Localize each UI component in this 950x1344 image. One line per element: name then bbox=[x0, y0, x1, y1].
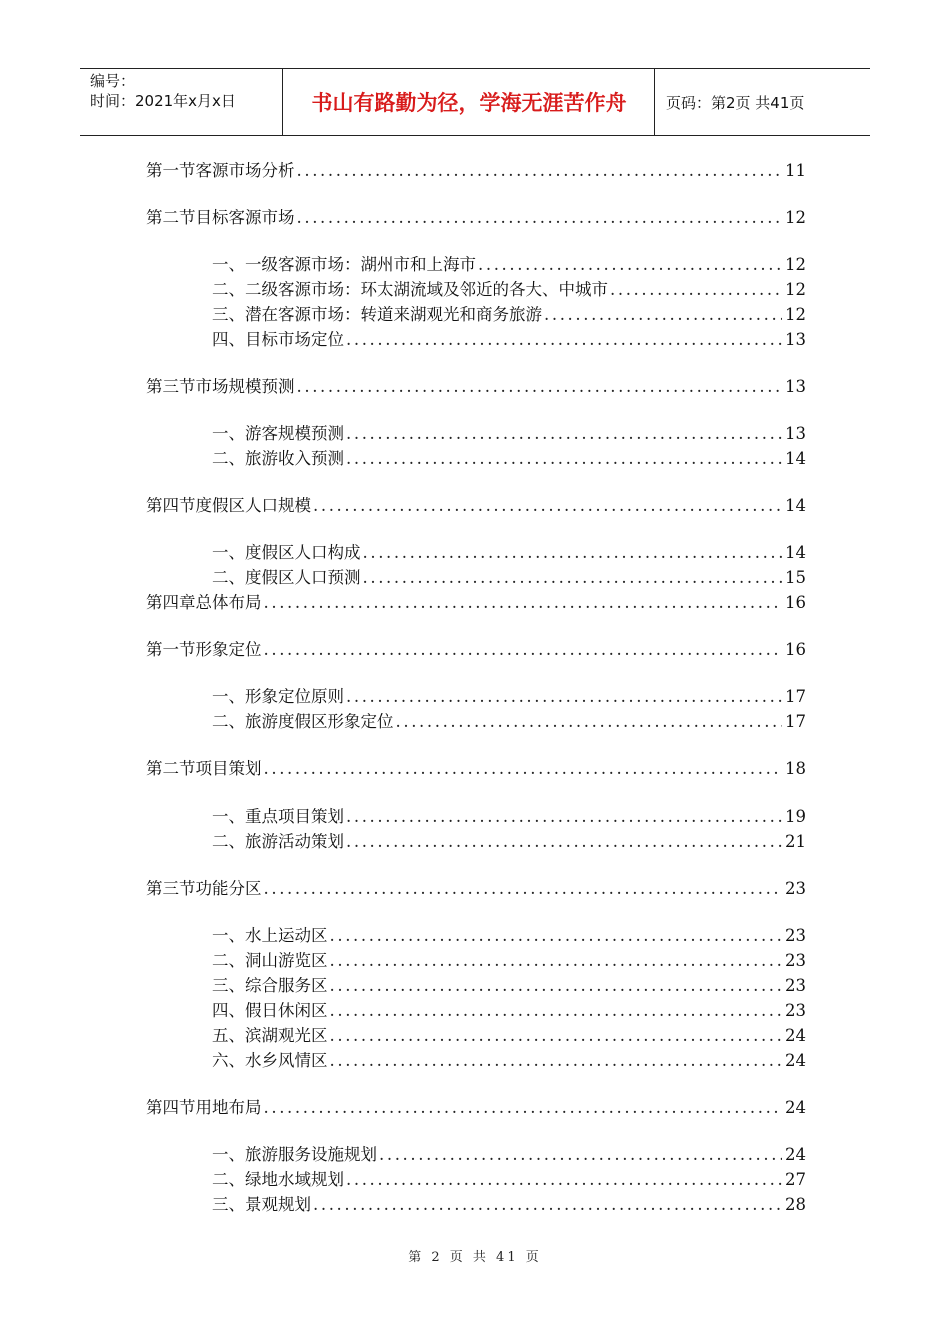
header-motto: 书山有路勤为径，学海无涯苦作舟 bbox=[311, 91, 627, 115]
toc-leader-dots bbox=[264, 757, 783, 781]
toc-entry-number: 三、 bbox=[212, 1195, 245, 1214]
toc-entry-page: 24 bbox=[785, 1051, 806, 1070]
toc-entry[interactable] bbox=[212, 328, 806, 352]
toc-entry-page: 23 bbox=[785, 879, 806, 898]
toc-entry[interactable] bbox=[212, 805, 806, 829]
toc-entry-number: 第二节 bbox=[146, 759, 196, 778]
toc-entry-title: 功能分区 bbox=[195, 879, 262, 898]
toc-entry-page: 12 bbox=[785, 208, 806, 227]
toc-entry[interactable] bbox=[146, 877, 806, 901]
toc-entry-number: 二、 bbox=[212, 280, 245, 299]
toc-entry-number: 第一节 bbox=[146, 640, 196, 659]
header-time: 时间：2021年x月x日 bbox=[90, 92, 236, 110]
toc-entry-title: 绿地水域规划 bbox=[245, 1170, 344, 1189]
toc-leader-dots bbox=[330, 1024, 783, 1048]
toc-entry-title: 形象定位 bbox=[195, 640, 262, 659]
toc-leader-dots bbox=[346, 422, 782, 446]
toc-leader-dots bbox=[330, 999, 783, 1023]
toc-entry-number: 一、 bbox=[212, 926, 245, 945]
toc-entry-title: 度假区人口预测 bbox=[245, 568, 361, 587]
toc-entry-page: 19 bbox=[785, 807, 806, 826]
toc-entry-number: 第三节 bbox=[146, 377, 196, 396]
header-page-number: 页码：第2页 共41页 bbox=[666, 93, 805, 112]
toc-entry[interactable] bbox=[212, 685, 806, 709]
toc-entry[interactable] bbox=[212, 447, 806, 471]
toc-entry-number: 第三节 bbox=[146, 879, 196, 898]
toc-entry-number: 第一节 bbox=[146, 161, 196, 180]
header-meta bbox=[90, 71, 282, 111]
toc-entry-title: 客源市场分析 bbox=[195, 161, 295, 180]
toc-entry-number: 三、 bbox=[212, 976, 245, 995]
toc-leader-dots bbox=[478, 253, 782, 277]
toc-entry[interactable] bbox=[146, 375, 806, 399]
toc-entry[interactable] bbox=[146, 638, 806, 662]
toc-entry-page: 14 bbox=[785, 449, 806, 468]
toc-entry-title: 目标客源市场 bbox=[195, 208, 295, 227]
toc-entry[interactable] bbox=[212, 830, 806, 854]
toc-entry[interactable] bbox=[212, 541, 806, 565]
toc-entry[interactable] bbox=[212, 949, 806, 973]
page-footer: 第 2 页 共 41 页 bbox=[408, 1250, 542, 1265]
toc-entry-number: 二、 bbox=[212, 449, 245, 468]
toc-entry[interactable] bbox=[212, 924, 806, 948]
toc-leader-dots bbox=[330, 949, 783, 973]
toc-entry[interactable] bbox=[146, 757, 806, 781]
toc-entry[interactable] bbox=[212, 999, 806, 1023]
toc-leader-dots bbox=[264, 877, 783, 901]
toc-entry[interactable] bbox=[146, 206, 806, 230]
toc-entry-number: 一、 bbox=[212, 1145, 245, 1164]
toc-leader-dots bbox=[346, 1168, 782, 1192]
toc-entry-number: 第二节 bbox=[146, 208, 196, 227]
toc-entry-title: 景观规划 bbox=[245, 1195, 311, 1214]
toc-leader-dots bbox=[297, 375, 783, 399]
toc-entry-title: 滨湖观光区 bbox=[245, 1026, 328, 1045]
toc-entry-title: 目标市场定位 bbox=[245, 330, 344, 349]
toc-leader-dots bbox=[544, 303, 782, 327]
toc-entry[interactable] bbox=[212, 278, 806, 302]
toc-entry-page: 24 bbox=[785, 1098, 806, 1117]
toc-entry-title: 旅游收入预测 bbox=[245, 449, 344, 468]
toc-entry-number: 一、 bbox=[212, 543, 245, 562]
toc-entry-page: 23 bbox=[785, 976, 806, 995]
toc-entry-number: 六、 bbox=[212, 1051, 245, 1070]
page-header bbox=[80, 68, 870, 136]
toc-entry[interactable] bbox=[212, 974, 806, 998]
header-divider bbox=[654, 69, 655, 135]
toc-entry[interactable] bbox=[212, 1024, 806, 1048]
toc-entry-page: 24 bbox=[785, 1026, 806, 1045]
toc-entry-title: 度假区人口构成 bbox=[245, 543, 361, 562]
toc-leader-dots bbox=[313, 494, 782, 518]
toc-entry-title: 洞山游览区 bbox=[245, 951, 328, 970]
toc-entry-number: 第四节 bbox=[146, 496, 196, 515]
toc-entry-number: 二、 bbox=[212, 1170, 245, 1189]
toc-entry-page: 14 bbox=[785, 543, 806, 562]
toc-entry-title: 综合服务区 bbox=[245, 976, 328, 995]
header-number: 编号： bbox=[90, 72, 136, 90]
toc-entry-page: 11 bbox=[785, 161, 806, 180]
toc-entry-page: 13 bbox=[785, 330, 806, 349]
toc-leader-dots bbox=[330, 924, 783, 948]
toc-entry-number: 一、 bbox=[212, 807, 245, 826]
toc-entry[interactable] bbox=[146, 591, 806, 615]
toc-entry-page: 18 bbox=[785, 759, 806, 778]
toc-entry-title: 旅游度假区形象定位 bbox=[245, 712, 394, 731]
toc-leader-dots bbox=[297, 159, 783, 183]
toc-entry[interactable] bbox=[212, 1049, 806, 1073]
toc-leader-dots bbox=[264, 1096, 783, 1120]
toc-leader-dots bbox=[264, 591, 783, 615]
toc-leader-dots bbox=[346, 447, 782, 471]
toc-entry[interactable] bbox=[212, 710, 806, 734]
toc-leader-dots bbox=[297, 206, 783, 230]
toc-entry[interactable] bbox=[146, 494, 806, 518]
toc-entry[interactable] bbox=[212, 566, 806, 590]
toc-entry-number: 二、 bbox=[212, 712, 245, 731]
toc-entry-title: 潜在客源市场：转道来湖观光和商务旅游 bbox=[245, 305, 542, 324]
toc-entry-number: 二、 bbox=[212, 568, 245, 587]
toc-leader-dots bbox=[346, 830, 782, 854]
toc-entry-page: 13 bbox=[785, 424, 806, 443]
toc-entry-title: 度假区人口规模 bbox=[195, 496, 311, 515]
toc-leader-dots bbox=[396, 710, 783, 734]
toc-entry-number: 二、 bbox=[212, 951, 245, 970]
toc-leader-dots bbox=[313, 1193, 782, 1217]
toc-entry-number: 第四节 bbox=[146, 1098, 196, 1117]
toc-entry[interactable] bbox=[212, 303, 806, 327]
toc-entry-number: 一、 bbox=[212, 255, 245, 274]
toc-leader-dots bbox=[379, 1143, 782, 1167]
toc-entry-page: 28 bbox=[785, 1195, 806, 1214]
toc-leader-dots bbox=[330, 1049, 783, 1073]
toc-entry-number: 三、 bbox=[212, 305, 245, 324]
toc-entry-title: 旅游服务设施规划 bbox=[245, 1145, 377, 1164]
toc-entry[interactable] bbox=[212, 422, 806, 446]
toc-entry-title: 旅游活动策划 bbox=[245, 832, 344, 851]
toc-leader-dots bbox=[610, 278, 782, 302]
toc-entry-page: 12 bbox=[785, 280, 806, 299]
toc-leader-dots bbox=[346, 805, 782, 829]
toc-entry[interactable] bbox=[146, 159, 806, 183]
toc-entry[interactable] bbox=[212, 253, 806, 277]
toc-entry[interactable] bbox=[146, 1096, 806, 1120]
toc-entry-number: 四、 bbox=[212, 1001, 245, 1020]
toc-entry-title: 游客规模预测 bbox=[245, 424, 344, 443]
toc-entry-number: 一、 bbox=[212, 424, 245, 443]
toc-entry-title: 重点项目策划 bbox=[245, 807, 344, 826]
toc-entry-number: 四、 bbox=[212, 330, 245, 349]
toc-entry-title: 用地布局 bbox=[195, 1098, 262, 1117]
toc-entry-title: 一级客源市场：湖州市和上海市 bbox=[245, 255, 476, 274]
toc-entry-page: 17 bbox=[785, 687, 806, 706]
toc-entry-title: 市场规模预测 bbox=[195, 377, 295, 396]
toc-leader-dots bbox=[363, 541, 783, 565]
toc-entry-title: 第四章总体布局 bbox=[146, 593, 262, 612]
toc-leader-dots bbox=[264, 638, 783, 662]
toc-entry-title: 假日休闲区 bbox=[245, 1001, 328, 1020]
toc-leader-dots bbox=[346, 685, 782, 709]
toc-entry-title: 二级客源市场：环太湖流域及邻近的各大、中城市 bbox=[245, 280, 608, 299]
toc-entry-title: 项目策划 bbox=[195, 759, 262, 778]
header-divider bbox=[282, 69, 283, 135]
toc-entry-page: 16 bbox=[785, 640, 806, 659]
toc-entry-page: 27 bbox=[785, 1170, 806, 1189]
toc-leader-dots bbox=[330, 974, 783, 998]
toc-entry-page: 12 bbox=[785, 305, 806, 324]
toc-entry-page: 12 bbox=[785, 255, 806, 274]
toc-entry-title: 水上运动区 bbox=[245, 926, 328, 945]
toc-entry-page: 24 bbox=[785, 1145, 806, 1164]
toc-entry[interactable] bbox=[212, 1193, 806, 1217]
toc-entry-number: 五、 bbox=[212, 1026, 245, 1045]
toc-entry-number: 二、 bbox=[212, 832, 245, 851]
toc-entry-page: 21 bbox=[785, 832, 806, 851]
toc-entry-page: 15 bbox=[785, 568, 806, 587]
toc-leader-dots bbox=[346, 328, 782, 352]
toc-entry-page: 23 bbox=[785, 926, 806, 945]
toc-entry-title: 形象定位原则 bbox=[245, 687, 344, 706]
toc-leader-dots bbox=[363, 566, 783, 590]
toc-entry[interactable] bbox=[212, 1168, 806, 1192]
toc-entry-page: 17 bbox=[785, 712, 806, 731]
toc-entry[interactable] bbox=[212, 1143, 806, 1167]
toc-entry-page: 23 bbox=[785, 1001, 806, 1020]
toc-entry-page: 14 bbox=[785, 496, 806, 515]
toc-entry-page: 13 bbox=[785, 377, 806, 396]
toc-entry-number: 一、 bbox=[212, 687, 245, 706]
toc-entry-page: 16 bbox=[785, 593, 806, 612]
toc-entry-title: 水乡风情区 bbox=[245, 1051, 328, 1070]
toc-entry-page: 23 bbox=[785, 951, 806, 970]
